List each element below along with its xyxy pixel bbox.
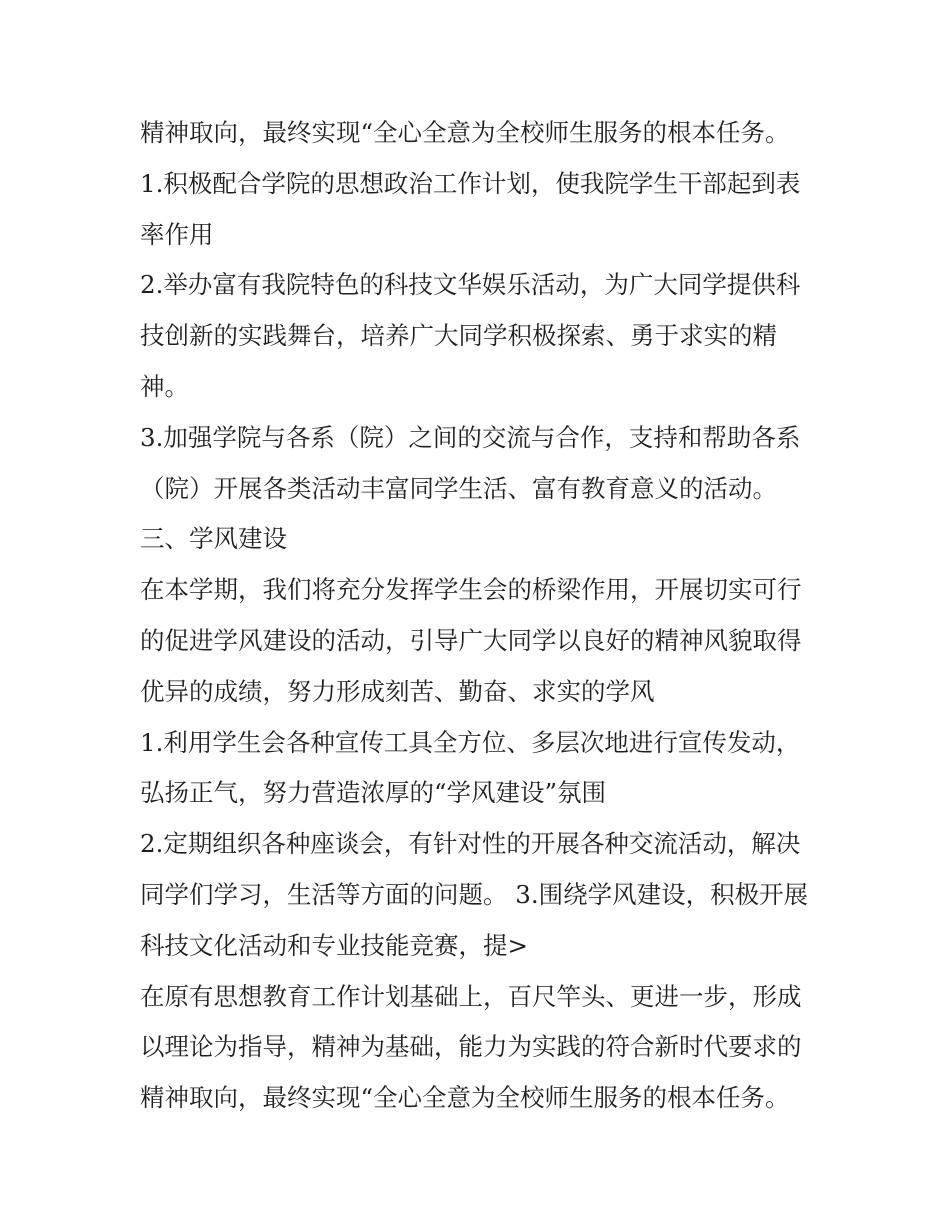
text-line: 以理论为指导，精神为基础，能力为实践的符合新时代要求的 — [140, 1032, 802, 1062]
text-line: 精神取向，最终实现“全心全意为全校师生服务的根本任务。 — [140, 1083, 790, 1113]
text-line: 1.积极配合学院的思想政治工作计划，使我院学生干部起到表 — [140, 168, 801, 198]
text-line: 在本学期，我们将充分发挥学生会的桥梁作用，开展切实可行 — [140, 575, 802, 605]
text-line: 2.举办富有我院特色的科技文华娱乐活动，为广大同学提供科 — [140, 270, 801, 300]
text-line: 3.加强学院与各系（院）之间的交流与合作，支持和帮助各系 — [140, 422, 801, 452]
text-line: 的促进学风建设的活动，引导广大同学以良好的精神风貌取得 — [140, 625, 802, 655]
document-body — [140, 108, 820, 1124]
section-heading: 三、学风建设 — [140, 524, 287, 554]
text-line: 在原有思想教育工作计划基础上，百尺竿头、更进一步，形成 — [140, 981, 802, 1011]
text-line: 2.定期组织各种座谈会，有针对性的开展各种交流活动，解决 — [140, 829, 801, 859]
text-line: 科技文化活动和专业技能竞赛，提> — [140, 930, 529, 960]
text-line: （院）开展各类活动丰富同学生活、富有教育意义的活动。 — [140, 473, 777, 503]
text-line: 率作用 — [140, 219, 214, 249]
text-line: 弘扬正气，努力营造浓厚的“学风建设”氛围 — [140, 778, 607, 808]
text-line: 同学们学习，生活等方面的问题。 3.围绕学风建设，积极开展 — [140, 879, 809, 909]
text-line: 1.利用学生会各种宣传工具全方位、多层次地进行宣传发动， — [140, 727, 801, 757]
text-line: 神。 — [140, 371, 189, 401]
text-line: 精神取向，最终实现“全心全意为全校师生服务的根本任务。 — [140, 118, 790, 147]
text-line: 优异的成绩，努力形成刻苦、勤奋、求实的学风 — [140, 676, 655, 706]
text-line: 技创新的实践舞台，培养广大同学积极探索、勇于求实的精 — [140, 321, 777, 351]
